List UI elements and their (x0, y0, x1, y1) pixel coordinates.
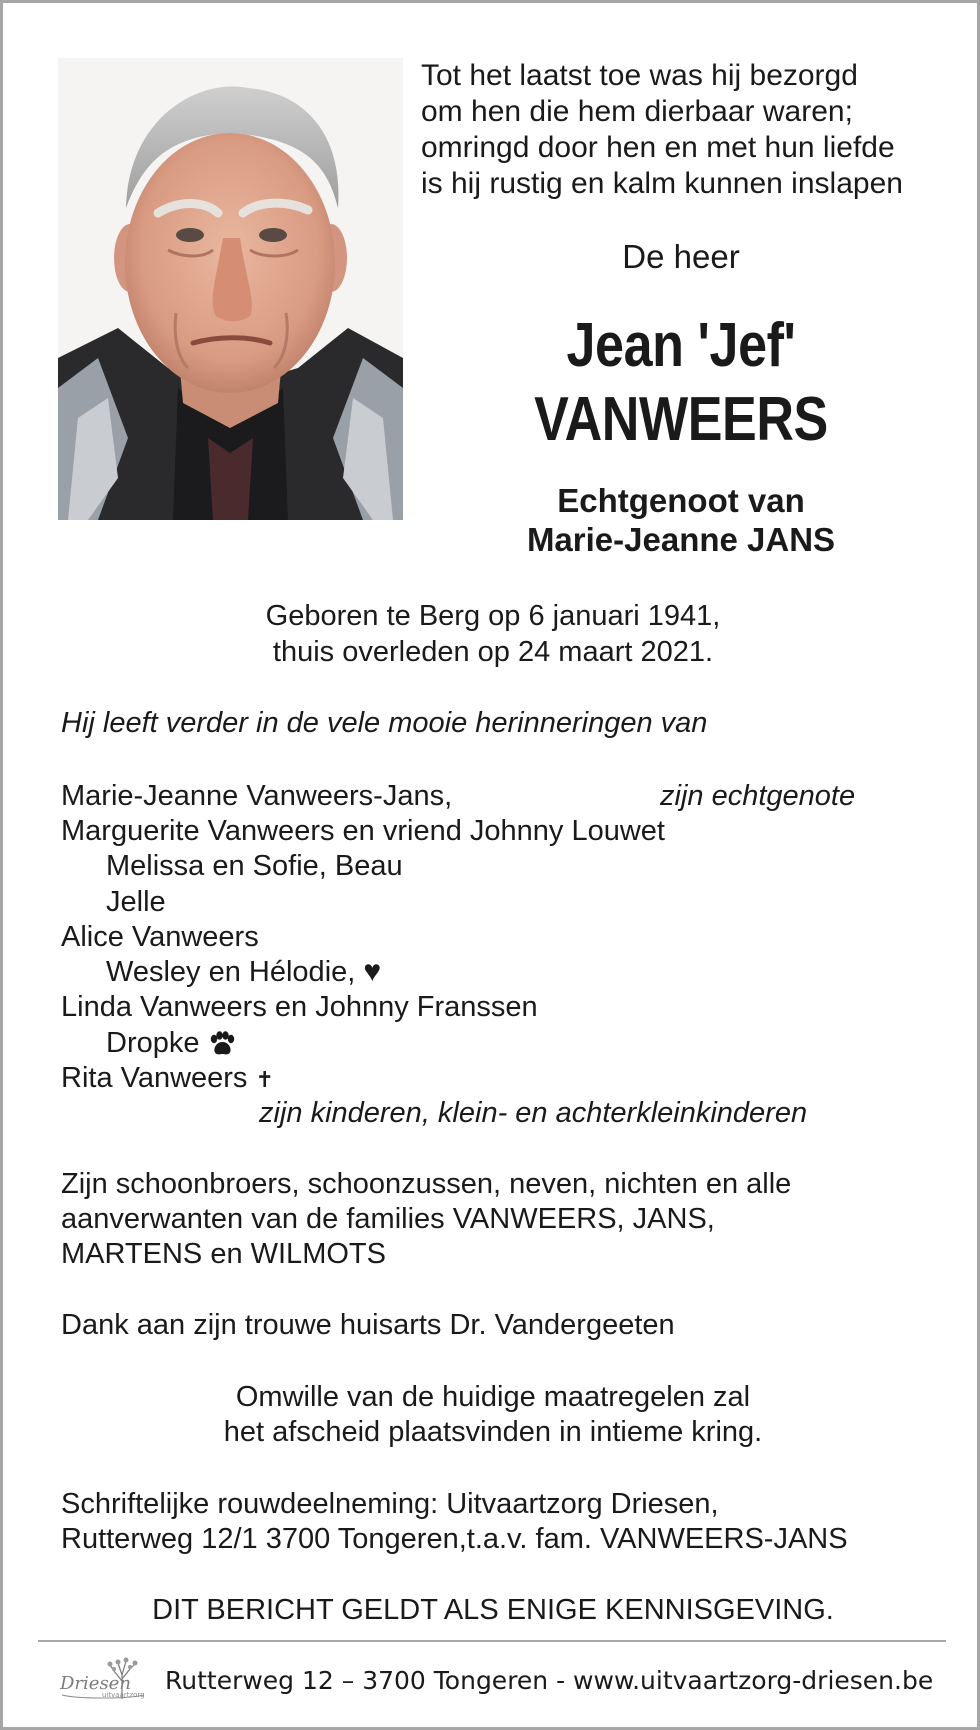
thanks-line: Dank aan zijn trouwe huisarts Dr. Vandergeeten (61, 1309, 675, 1341)
portrait-illustration (58, 58, 403, 520)
deceased-first-name: Jean 'Jef' (566, 311, 796, 380)
driesen-logo (58, 1651, 150, 1709)
relatives-line: Zijn schoonbroers, schoonzussen, neven, nichten en alle (61, 1168, 792, 1200)
wife-role: zijn echtgenote (660, 780, 856, 812)
deceased-name (463, 309, 900, 457)
family-line: Melissa en Sofie, Beau (106, 850, 403, 882)
family-line: Wesley en Hélodie, (106, 956, 356, 988)
deceased-last-name: VANWEERS (534, 385, 828, 454)
spouse-line2: Marie-Jeanne JANS (526, 521, 836, 558)
poem-line: om hen die hem dierbaar waren; (421, 95, 853, 128)
poem-line: is hij rustig en kalm kunnen inslapen (421, 167, 903, 200)
family-line-cross (61, 1060, 274, 1098)
wife-name: Marie-Jeanne Vanweers-Jans, (61, 780, 453, 812)
death-line: thuis overleden op 24 maart 2021. (272, 636, 714, 668)
family-line: Jelle (106, 886, 166, 918)
condolence-line: Schriftelijke rouwdeelneming: Uitvaartzorg Driesen, (61, 1488, 719, 1520)
poem-line: Tot het laatst toe was hij bezorgd (421, 59, 858, 92)
family-line-paw (106, 1025, 236, 1061)
spouse-line1: Echtgenoot van (557, 482, 805, 519)
spouse-info (421, 481, 941, 559)
family-line: Marguerite Vanweers en vriend Johnny Louwet (61, 815, 665, 847)
paw-icon (208, 1031, 236, 1057)
footer-divider (38, 1640, 946, 1642)
family-line: Linda Vanweers en Johnny Franssen (61, 991, 538, 1023)
relatives-line: MARTENS en WILMOTS (61, 1238, 386, 1270)
children-role: zijn kinderen, klein- en achterkleinkinderen (259, 1097, 808, 1129)
measures-line: het afscheid plaatsvinden in intieme kring. (223, 1416, 763, 1448)
poem-line: omringd door hen en met hun liefde (421, 131, 895, 164)
measures-line: Omwille van de huidige maatregelen zal (235, 1381, 751, 1413)
title-prefix: De heer (622, 238, 740, 275)
logo-subtext: uitvaartzorg (102, 1691, 145, 1699)
memories-intro: Hij leeft verder in de vele mooie herinneringen van (61, 707, 708, 739)
logo-text: Driesen (60, 1673, 131, 1694)
birth-line: Geboren te Berg op 6 januari 1941, (265, 600, 721, 632)
notice-line: DIT BERICHT GELDT ALS ENIGE KENNISGEVING. (152, 1594, 834, 1626)
family-line: Alice Vanweers (61, 921, 259, 953)
family-line-heart (106, 954, 381, 990)
condolence-line: Rutterweg 12/1 3700 Tongeren,t.a.v. fam. VANWEERS-JANS (61, 1523, 848, 1555)
portrait-photo (58, 58, 403, 520)
family-line: Dropke (106, 1027, 200, 1059)
heart-icon: ♥ (363, 955, 382, 988)
relatives-line: aanverwanten van de families VANWEERS, JANS, (61, 1203, 715, 1235)
cross-icon: ✝ (255, 1067, 274, 1092)
poem (421, 58, 903, 202)
family-line: Rita Vanweers (61, 1062, 248, 1094)
footer-address: Rutterweg 12 – 3700 Tongeren - www.uitvaartzorg-driesen.be (165, 1666, 934, 1695)
